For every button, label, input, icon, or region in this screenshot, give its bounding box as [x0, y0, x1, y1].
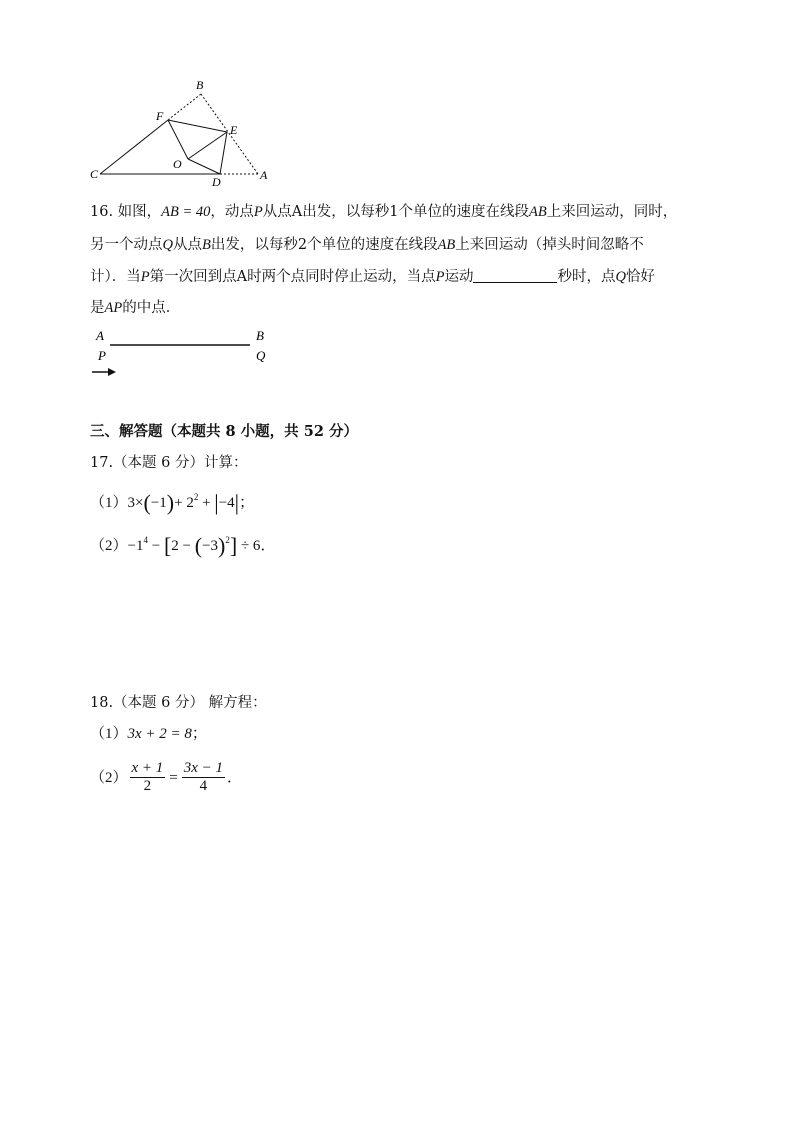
label-seg-p: P	[98, 348, 106, 363]
q16-line2: 另一个动点Q从点B出发，以每秒2个单位的速度在线段AB上来回运动（掉头时间忽略不	[90, 237, 644, 253]
q16-line1: 16. 如图，AB = 40，动点P从点A出发，以每秒1个单位的速度在线段AB上来回运动，同时，	[90, 204, 678, 220]
q18-part1: （1）3x + 2 = 8；	[90, 726, 207, 742]
fraction-left: $\frac{x + 1}{2}$	[131, 760, 164, 794]
label-d: D	[212, 175, 221, 189]
label-c: C	[90, 167, 99, 181]
q17-part1: $(1)3\times(-1)+ 2^2 + |-4|$；	[90, 490, 255, 515]
q16-line4: 是AP的中点．	[90, 300, 181, 316]
segment-oe	[188, 132, 227, 159]
arrow-right-icon	[92, 368, 116, 376]
label-o: O	[173, 157, 182, 171]
segment-figure	[88, 326, 278, 382]
fraction-right: $\frac{3x - 1}{4}$	[183, 760, 224, 794]
label-seg-q: Q	[256, 348, 266, 363]
label-seg-b: B	[256, 328, 264, 343]
label-f: F	[156, 109, 164, 123]
geometry-figure	[80, 72, 280, 190]
dashed-fb	[168, 94, 201, 120]
label-e: E	[230, 123, 238, 137]
q18-part2: （2） $\frac{x + 1}{2}$ = $\frac{3x - 1}{4}$ ．	[90, 760, 243, 794]
q16-line3: 计）．当P第一次回到点A时两个点同时停止运动，当点P运动 秒时，点Q恰好	[90, 269, 655, 285]
label-b: B	[196, 78, 204, 92]
q18-title: 18.（本题 6 分） 解方程：	[90, 695, 267, 711]
segment-fe	[168, 120, 227, 132]
answer-blank[interactable]	[473, 268, 557, 283]
q17-part2: $(2)-1^4 - [2 - (-3)^2] \div 6$．	[90, 533, 276, 558]
segment-ed	[220, 132, 227, 174]
label-a: A	[260, 168, 268, 182]
q17-title: 17.（本题 6 分）计算：	[90, 455, 248, 471]
label-seg-a: A	[96, 328, 104, 343]
segment-od	[188, 159, 220, 174]
segment-fo	[168, 120, 188, 159]
section-heading: 三、解答题（本题共 8 小题，共 52 分）	[90, 423, 358, 440]
segment-cf	[100, 120, 168, 174]
